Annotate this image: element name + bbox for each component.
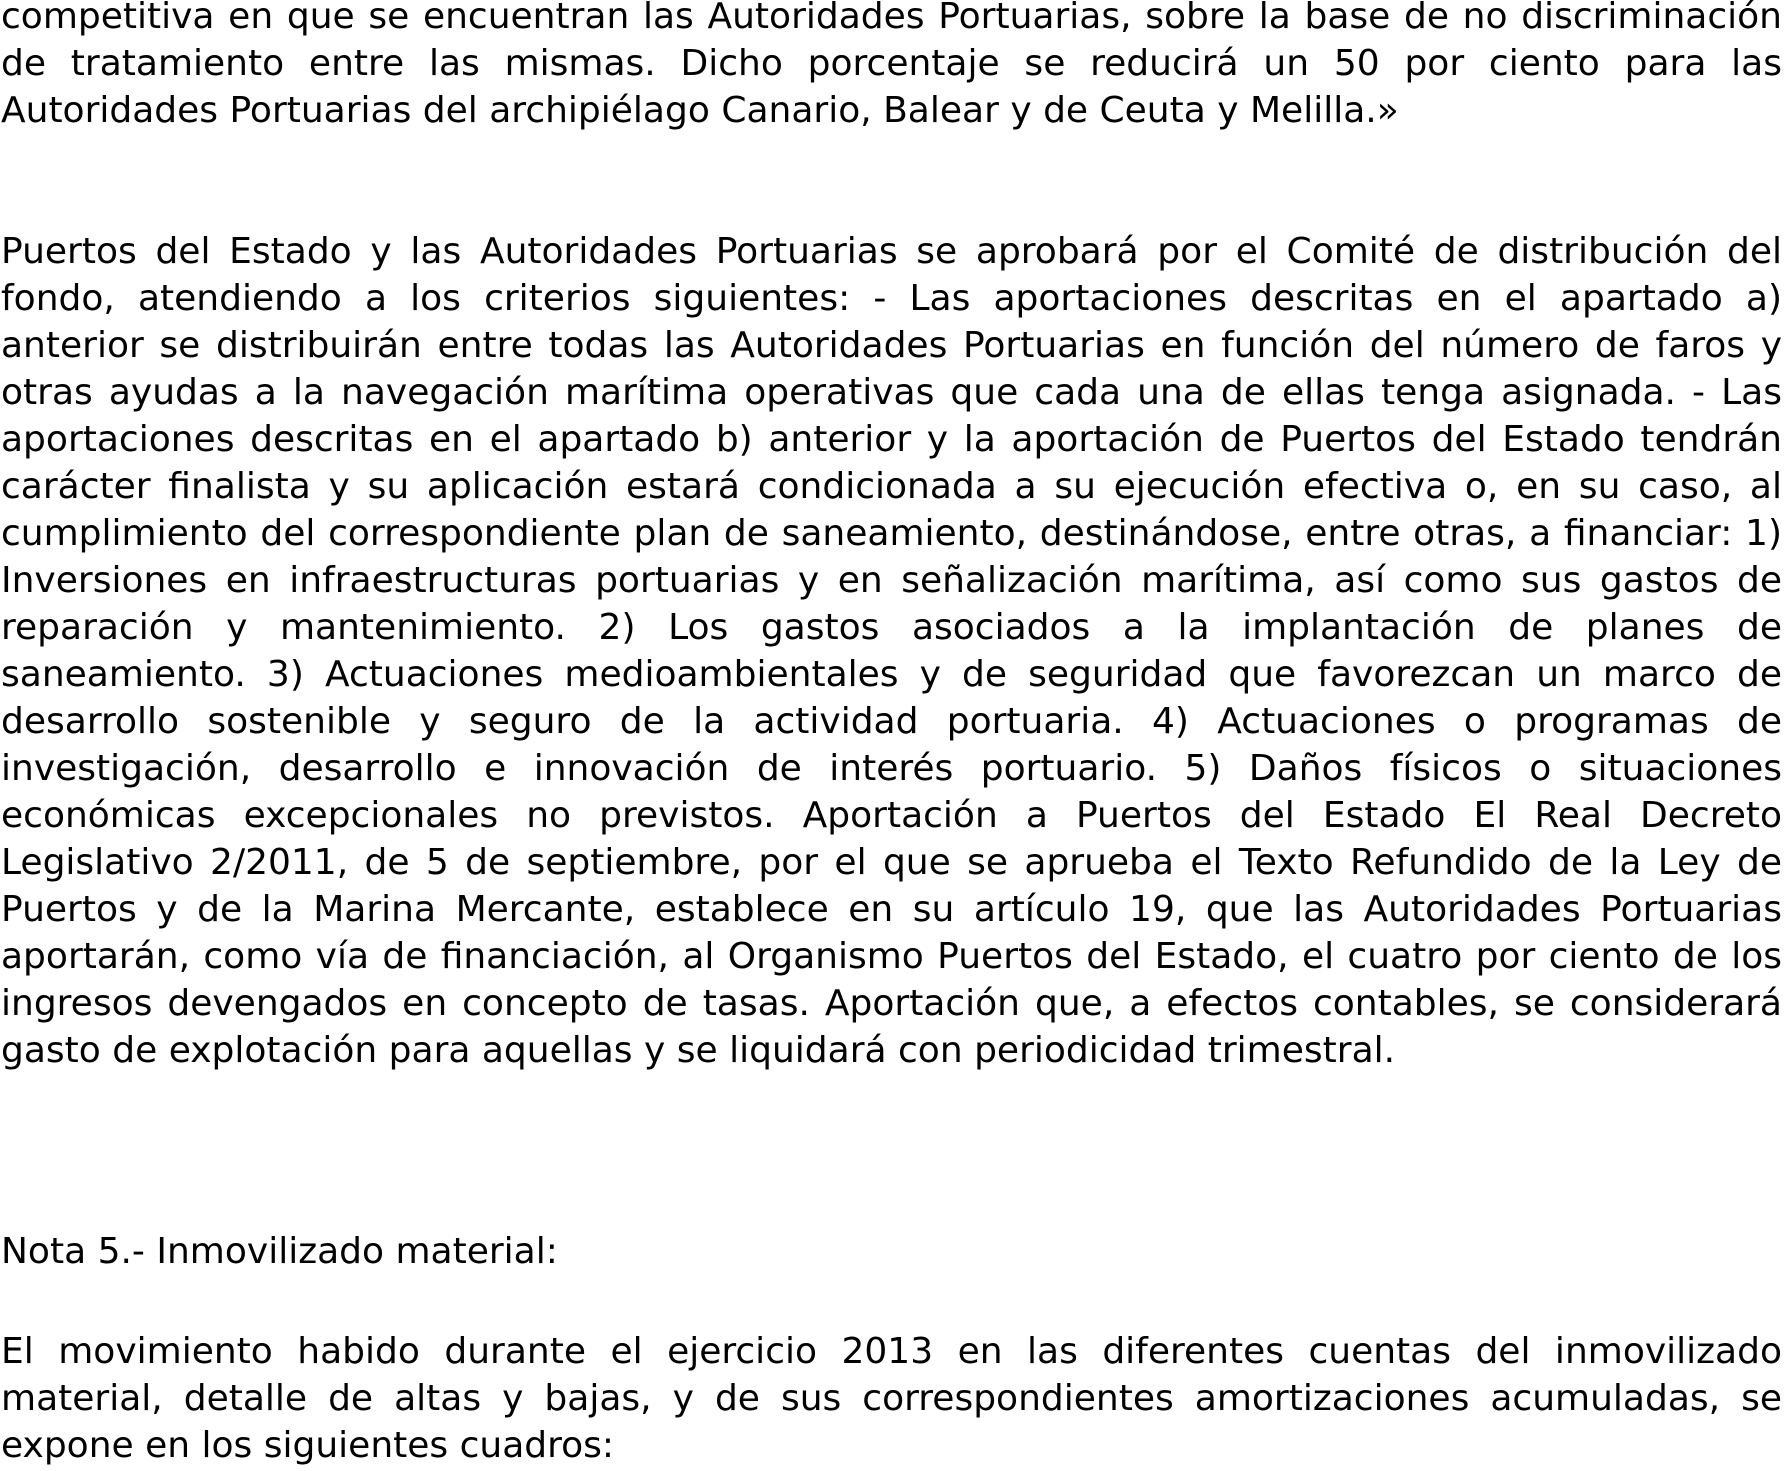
paragraph-fondo-distribution: Puertos del Estado y las Autoridades Portuarias se aprobará por el Comité de distribución del fondo, atendiendo a los criterios siguientes: - Las aportaciones descritas en el apartado a) anterior se distribuirán entre todas las Autoridades Portuarias en función del número de faros y otras ayudas a la navegación marítima operativas que cada una de ellas tenga asignada. - Las aportaciones descritas en el apartado b) anterior y la aportación de Puertos del Estado tendrán carácter finalista y su aplicación estará condicionada a su ejecución efectiva o, en su caso, al cumplimiento del correspondiente plan de saneamiento, destinándose, entre otras, a financiar: 1) Inversiones en infraestructuras portuarias y en señalización marítima, así como sus gastos de reparación y mantenimiento. 2) Los gastos asociados a la implantación de planes de saneamiento. 3) Actuaciones medioambientales y de seguridad que favorezcan un marco de desarrollo sostenible y seguro de la actividad portuaria. 4) Actuaciones o programas de investigación, desarrollo e innovación de interés portuario. 5) Daños físicos o situaciones económicas excepcionales no previstos. Aportación a Puertos del Estado El Real Decreto Legislativo 2/2011, de 5 de septiembre, por el que se aprueba el Texto Refundido de la Ley de Puertos y de la Marina Mercante, establece en su artículo 19, que las Autoridades Portuarias aportarán, como vía de financiación, al Organismo Puertos del Estado, el cuatro por ciento de los ingresos devengados en concepto de tasas. Aportación que, a efectos contables, se considerará gasto de explotación para aquellas y se liquidará con periodicidad trimestral. <box>1 231 1782 1071</box>
paragraph-inmovilizado-movimiento: El movimiento habido durante el ejercicio 2013 en las diferentes cuentas del inmovilizado material, detalle de altas y bajas, y de sus correspondientes amortizaciones acumuladas, se expone en los siguientes cuadros: <box>1 1331 1782 1466</box>
note-heading: Nota 5.- Inmovilizado material: <box>1 1231 558 1272</box>
paragraph-fondo-continuation: competitiva en que se encuentran las Autoridades Portuarias, sobre la base de no discriminación de tratamiento entre las mismas. Dicho porcentaje se reducirá un 50 por ciento para las Autoridades Portuarias del archipiélago Canario, Balear y de Ceuta y Melilla.» <box>1 0 1782 131</box>
